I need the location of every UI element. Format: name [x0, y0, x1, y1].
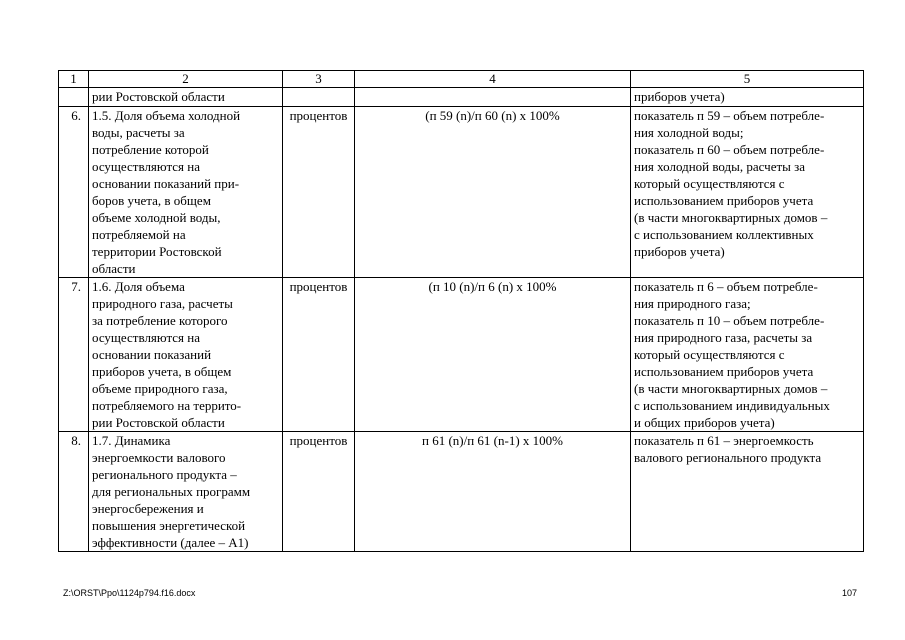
description-cell: [631, 107, 864, 278]
continuation-num-cell: [59, 88, 89, 107]
cell-text-line: ния холодной воды;: [634, 125, 744, 140]
cell-text-line: потребляемой на: [92, 227, 186, 242]
table-header-row: [59, 71, 864, 88]
cell-text-line: боров учета, в общем: [92, 193, 211, 208]
table-row: [59, 432, 864, 552]
cell-text-line: валового регионального продукта: [634, 450, 822, 465]
unit-cell: процентов: [283, 278, 355, 432]
cell-text-line: ния природного газа, расчеты за: [634, 330, 813, 345]
cell-text-line: (в части многоквартирных домов –: [634, 210, 828, 225]
cell-text-line: основании показаний при-: [92, 176, 240, 191]
formula-cell: (п 59 (n)/п 60 (n) x 100%: [355, 107, 631, 278]
cell-text-line: который осуществляются с: [634, 347, 785, 362]
cell-text-line: ния холодной воды, расчеты за: [634, 159, 806, 174]
cell-text-line: осуществляются на: [92, 159, 201, 174]
formula-cell: п 61 (n)/п 61 (n-1) x 100%: [355, 432, 631, 552]
cell-text-line: показатель п 60 – объем потребле-: [634, 142, 825, 157]
cell-text-line: показатель п 10 – объем потребле-: [634, 313, 825, 328]
cell-text-line: показатель п 61 – энергоемкость: [634, 433, 814, 448]
header-col-5: 5: [631, 71, 864, 88]
cell-text-line: за потребление которого: [92, 313, 228, 328]
cell-text-line: основании показаний: [92, 347, 212, 362]
continuation-unit-cell: [283, 88, 355, 107]
cell-text-line: энергоемкости валового: [92, 450, 226, 465]
cell-text-line: объеме холодной воды,: [92, 210, 221, 225]
indicator-name-cell: [89, 278, 283, 432]
cell-text-line: приборов учета): [634, 244, 725, 259]
cell-text-line: энергосбережения и: [92, 501, 204, 516]
cell-text-line: рии Ростовской области: [92, 415, 225, 430]
indicator-name-cell: [89, 107, 283, 278]
cell-text-line: для региональных программ: [92, 484, 251, 499]
header-col-3: 3: [283, 71, 355, 88]
row-number-cell: 7.: [59, 278, 89, 432]
cell-text-line: показатель п 59 – объем потребле-: [634, 108, 825, 123]
description-cell: [631, 278, 864, 432]
cell-text-line: области: [92, 261, 136, 276]
cell-text-line: объеме природного газа,: [92, 381, 228, 396]
cell-text-line: с использованием коллективных: [634, 227, 814, 242]
continuation-desc-cell: приборов учета): [631, 88, 864, 107]
indicator-table: [58, 70, 864, 552]
cell-text-line: воды, расчеты за: [92, 125, 185, 140]
formula-cell: (п 10 (n)/п 6 (n) x 100%: [355, 278, 631, 432]
cell-text-line: 1.5. Доля объема холодной: [92, 108, 241, 123]
row-number-cell: 6.: [59, 107, 89, 278]
cell-text-line: который осуществляются с: [634, 176, 785, 191]
cell-text-line: эффективности (далее – А1): [92, 535, 249, 550]
footer-file-path: Z:\ORST\Ppo\1124p794.f16.docx: [63, 588, 196, 598]
continuation-formula-cell: [355, 88, 631, 107]
cell-text-line: осуществляются на: [92, 330, 201, 345]
cell-text-line: приборов учета, в общем: [92, 364, 232, 379]
continuation-name-cell: рии Ростовской области: [89, 88, 283, 107]
header-col-2: 2: [89, 71, 283, 88]
continuation-row: [59, 88, 864, 107]
row-number-cell: 8.: [59, 432, 89, 552]
header-col-4: 4: [355, 71, 631, 88]
table-row: [59, 107, 864, 278]
table-row: [59, 278, 864, 432]
cell-text-line: 1.7. Динамика: [92, 433, 171, 448]
cell-text-line: территории Ростовской: [92, 244, 222, 259]
unit-cell: процентов: [283, 432, 355, 552]
cell-text-line: с использованием индивидуальных: [634, 398, 830, 413]
cell-text-line: показатель п 6 – объем потребле-: [634, 279, 818, 294]
cell-text-line: ния природного газа;: [634, 296, 751, 311]
indicator-name-cell: [89, 432, 283, 552]
cell-text-line: регионального продукта –: [92, 467, 237, 482]
description-cell: [631, 432, 864, 552]
cell-text-line: потребляемого на террито-: [92, 398, 242, 413]
cell-text-line: потребление которой: [92, 142, 209, 157]
cell-text-line: (в части многоквартирных домов –: [634, 381, 828, 396]
cell-text-line: природного газа, расчеты: [92, 296, 233, 311]
cell-text-line: повышения энергетической: [92, 518, 246, 533]
unit-cell: процентов: [283, 107, 355, 278]
cell-text-line: использованием приборов учета: [634, 193, 814, 208]
header-col-1: 1: [59, 71, 89, 88]
cell-text-line: и общих приборов учета): [634, 415, 775, 430]
cell-text-line: 1.6. Доля объема: [92, 279, 185, 294]
cell-text-line: использованием приборов учета: [634, 364, 814, 379]
footer-page-number: 107: [841, 588, 857, 598]
